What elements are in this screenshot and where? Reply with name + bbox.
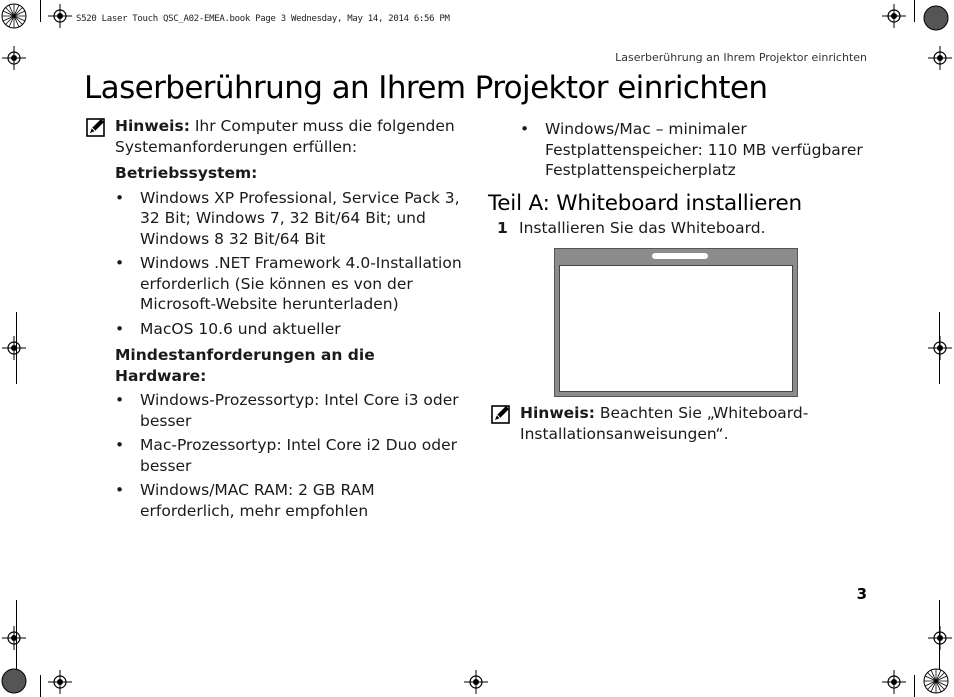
disk-space-list <box>488 119 878 181</box>
whiteboard-surface <box>559 265 793 392</box>
list-item: • Windows/MAC RAM: 2 GB RAM erforderlich, mehr empfohlen <box>140 480 466 521</box>
pencil-note-icon <box>86 117 106 137</box>
page-title: Laserberührung an Ihrem Projektor einrichten <box>84 70 768 106</box>
running-head: Laserberührung an Ihrem Projektor einrichten <box>615 51 867 64</box>
hardware-heading: Mindestanforderungen an die Hardware: <box>115 346 375 385</box>
crop-mark <box>40 675 41 697</box>
right-column <box>488 119 878 239</box>
step-text: Installieren Sie das Whiteboard. <box>519 219 766 237</box>
gray-disc-icon <box>923 5 949 31</box>
registration-mark-icon <box>2 336 26 360</box>
note-body: Ihr Computer muss die folgenden Systemanforderungen erfüllen: <box>115 117 455 156</box>
system-requirements-note <box>86 116 466 157</box>
left-column <box>86 116 466 525</box>
list-item: • Windows .NET Framework 4.0-Installation erforderlich (Sie können es von der Microsoft-Website herunterladen) <box>140 253 466 315</box>
note-body: Beachten Sie „Whiteboard-Installationsanweisungen“. <box>520 404 809 443</box>
registration-mark-icon <box>2 626 26 650</box>
print-slug: S520 Laser Touch QSC_A02-EMEA.book Page 3 Wednesday, May 14, 2014 6:56 PM <box>76 14 450 24</box>
list-item: • Windows XP Professional, Service Pack 3, 32 Bit; Windows 7, 32 Bit/64 Bit; und Windows 8 32 Bit/64 Bit <box>140 188 466 250</box>
crop-mark <box>939 600 940 670</box>
note <box>491 403 871 444</box>
registration-mark-icon <box>464 670 488 694</box>
registration-mark-icon <box>928 626 952 650</box>
os-list <box>86 188 466 340</box>
whiteboard-illustration <box>554 248 798 397</box>
whiteboard-handle <box>652 253 708 259</box>
registration-mark-icon <box>882 670 906 694</box>
color-rosette-icon <box>1 3 27 29</box>
registration-mark-icon <box>928 336 952 360</box>
installation-note <box>491 403 871 444</box>
registration-mark-icon <box>2 46 26 70</box>
page-number: 3 <box>856 585 867 603</box>
crop-mark <box>16 600 17 670</box>
crop-mark <box>914 675 915 697</box>
registration-mark-icon <box>48 4 72 28</box>
registration-mark-icon <box>928 46 952 70</box>
note-text <box>520 403 871 444</box>
crop-mark <box>914 0 915 22</box>
note-text <box>115 116 466 157</box>
list-item: • Windows-Prozessortyp: Intel Core i3 oder besser <box>140 390 466 431</box>
note-label: Hinweis: <box>520 404 595 422</box>
color-rosette-icon <box>923 668 949 694</box>
crop-mark <box>939 312 940 384</box>
list-item: • MacOS 10.6 und aktueller <box>140 319 466 340</box>
list-item: • Windows/Mac – minimaler Festplattenspeicher: 110 MB verfügbarer Festplattenspeicherplatz <box>545 119 878 181</box>
hardware-list <box>86 390 466 521</box>
registration-mark-icon <box>882 4 906 28</box>
list-item: • Mac-Prozessortyp: Intel Core i2 Duo oder besser <box>140 435 466 476</box>
step-number: 1 <box>497 219 508 237</box>
note-label: Hinweis: <box>115 117 190 135</box>
pencil-note-icon <box>491 404 511 424</box>
os-heading: Betriebssystem: <box>115 164 258 182</box>
section-heading: Teil A: Whiteboard installieren <box>488 190 802 216</box>
crop-mark <box>16 312 17 384</box>
gray-disc-icon <box>1 668 27 694</box>
crop-mark <box>40 0 41 22</box>
registration-mark-icon <box>48 670 72 694</box>
step-item <box>497 218 878 239</box>
